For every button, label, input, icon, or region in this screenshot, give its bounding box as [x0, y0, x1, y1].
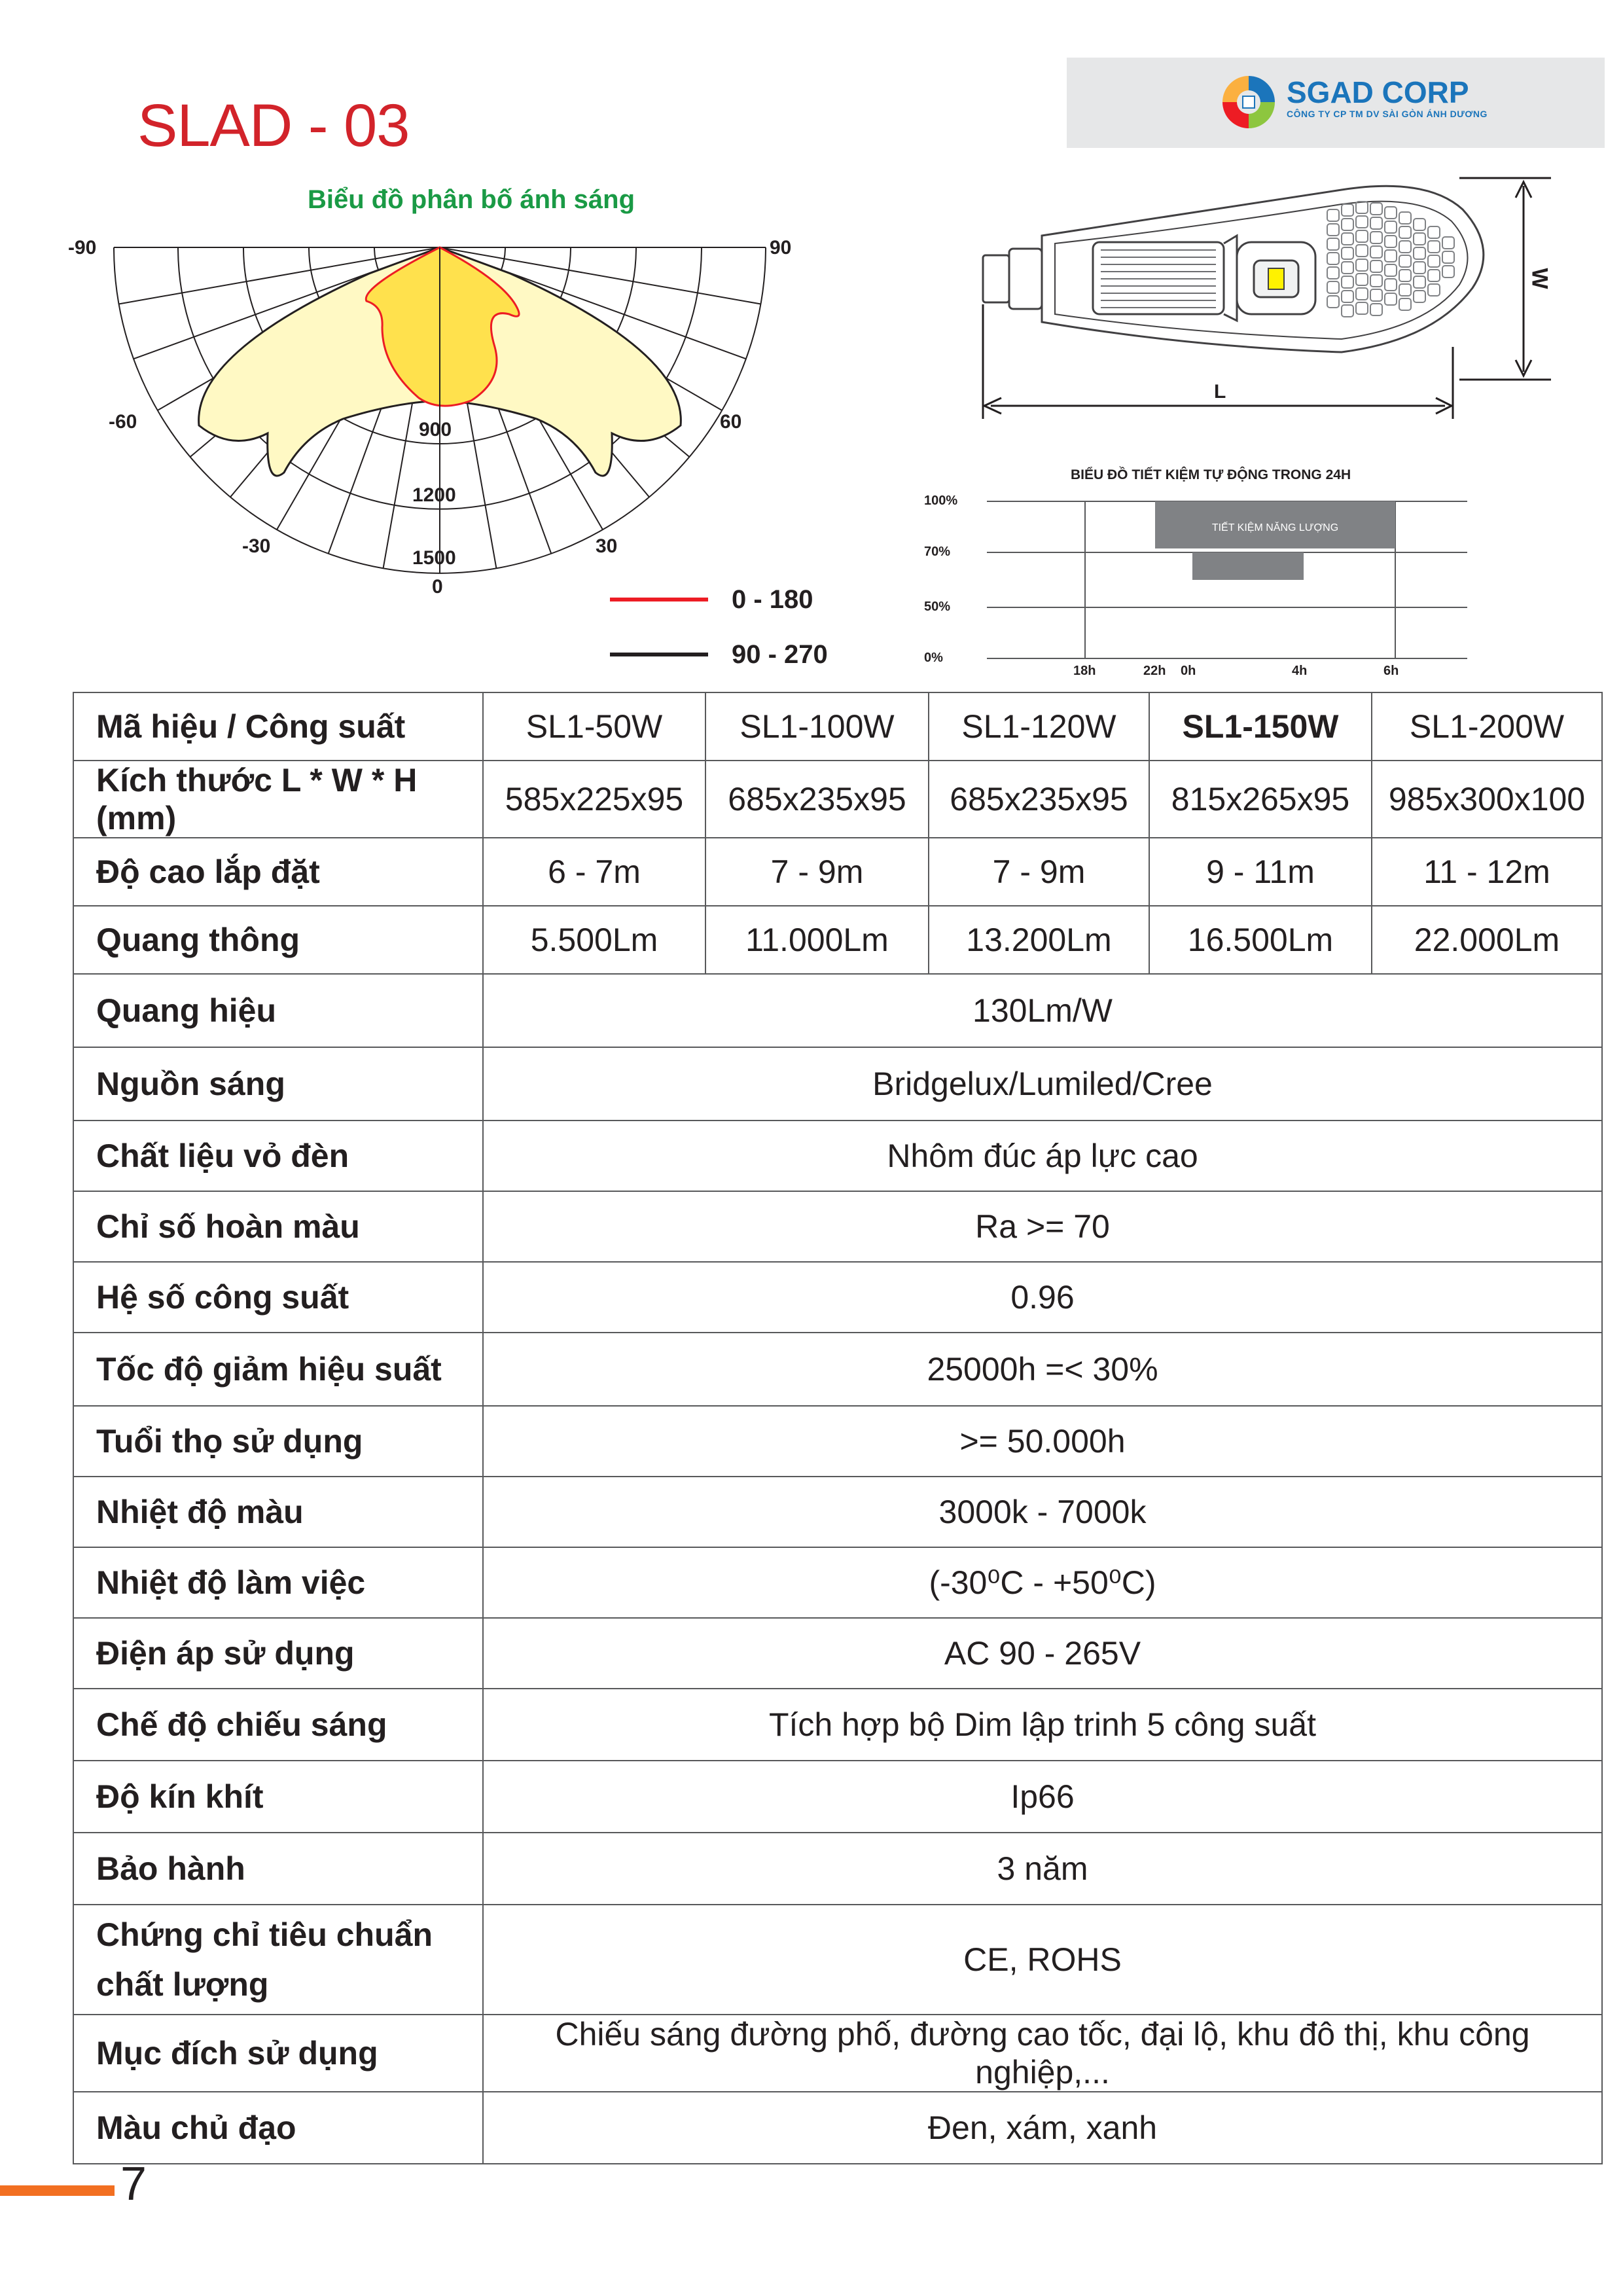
table-row: [73, 1833, 1602, 1905]
spec-label: Nhiệt độ làm việc: [73, 1547, 483, 1618]
spec-label: Hệ số công suất: [73, 1262, 483, 1333]
saving-segment: [1192, 552, 1304, 580]
spec-value: 7 - 9m: [929, 838, 1149, 906]
model-name: SL1-50W: [483, 692, 705, 761]
table-row: [73, 1905, 1602, 2015]
spec-value: Nhôm đúc áp lực cao: [483, 1121, 1602, 1191]
spec-value: 5.500Lm: [483, 906, 705, 974]
polar-angle-label: 60: [720, 411, 742, 433]
spec-label: Chất liệu vỏ đèn: [73, 1121, 483, 1191]
saving-x-tick: 0h: [1181, 664, 1196, 678]
saving-y-tick: 0%: [924, 651, 943, 665]
polar-ring-label: 900: [419, 419, 452, 440]
spec-value: CE, ROHS: [483, 1905, 1602, 2015]
spec-value: 815x265x95: [1149, 761, 1372, 838]
spec-value: Ra >= 70: [483, 1191, 1602, 1262]
spec-value: 11 - 12m: [1372, 838, 1602, 906]
spec-label: Mục đích sử dụng: [73, 2015, 483, 2092]
table-row: [73, 1477, 1602, 1547]
page-number: 7: [120, 2158, 147, 2210]
saving-x-tick: 4h: [1292, 664, 1308, 678]
spec-label: Độ cao lắp đặt: [73, 838, 483, 906]
spec-label: Chỉ số hoàn màu: [73, 1191, 483, 1262]
spec-label: Quang thông: [73, 906, 483, 974]
table-row: [73, 974, 1602, 1047]
spec-label: Nguồn sáng: [73, 1047, 483, 1121]
saving-x-tick: 18h: [1073, 664, 1096, 678]
model-name: SL1-150W: [1149, 692, 1372, 761]
spec-value: 0.96: [483, 1262, 1602, 1333]
spec-value: 16.500Lm: [1149, 906, 1372, 974]
spec-label: Chế độ chiếu sáng: [73, 1689, 483, 1761]
spec-value: 22.000Lm: [1372, 906, 1602, 974]
table-row: [73, 1047, 1602, 1121]
spec-value: 685x235x95: [705, 761, 929, 838]
logo-subtitle: CÔNG TY CP TM DV SÀI GÒN ÁNH DƯƠNG: [1287, 109, 1488, 119]
table-row: [73, 838, 1602, 906]
spec-label: Tuổi thọ sử dụng: [73, 1406, 483, 1477]
spec-value: Đen, xám, xanh: [483, 2092, 1602, 2164]
spec-label: Màu chủ đạo: [73, 2092, 483, 2164]
spec-value: 685x235x95: [929, 761, 1149, 838]
spec-value: (-30⁰C - +50⁰C): [483, 1547, 1602, 1618]
spec-value: 6 - 7m: [483, 838, 705, 906]
polar-angle-label: -60: [109, 411, 137, 433]
logo-name: SGAD CORP: [1287, 75, 1469, 109]
polar-angle-label: 30: [596, 535, 618, 557]
table-row: [73, 1333, 1602, 1406]
product-title: SLAD - 03: [137, 92, 410, 159]
spec-label: Quang hiệu: [73, 974, 483, 1047]
polar-chart-title: Biểu đồ phân bố ánh sáng: [308, 185, 635, 214]
spec-value: 13.200Lm: [929, 906, 1149, 974]
sgad-logo-icon: [1219, 72, 1279, 132]
spec-value: 130Lm/W: [483, 974, 1602, 1047]
spec-table: [73, 692, 1603, 2164]
saving-x-tick: 6h: [1383, 664, 1399, 678]
polar-angle-label: 90: [770, 237, 792, 259]
spec-label: Tốc độ giảm hiệu suất: [73, 1333, 483, 1406]
lamp-dimension-drawing: [975, 170, 1564, 445]
saving-x-tick: 22h: [1143, 664, 1166, 678]
length-label: L: [1214, 381, 1226, 403]
table-row: [73, 2092, 1602, 2164]
polar-chart: [0, 0, 851, 681]
table-row: [73, 1689, 1602, 1761]
spec-label: Điện áp sử dụng: [73, 1618, 483, 1689]
model-name: SL1-100W: [705, 692, 929, 761]
model-name: SL1-200W: [1372, 692, 1602, 761]
polar-angle-label: 0: [432, 576, 443, 598]
spec-value: Bridgelux/Lumiled/Cree: [483, 1047, 1602, 1121]
table-row: [73, 1547, 1602, 1618]
saving-y-tick: 50%: [924, 600, 951, 614]
table-row: [73, 692, 1602, 761]
width-label: W: [1527, 268, 1552, 289]
saving-segment-label: TIẾT KIỆM NĂNG LƯỢNG: [1211, 522, 1339, 533]
spec-label: Độ kín khít: [73, 1761, 483, 1833]
spec-label: Mã hiệu / Công suất: [73, 692, 483, 761]
table-row: [73, 1618, 1602, 1689]
saving-y-tick: 100%: [924, 493, 958, 508]
spec-value: AC 90 - 265V: [483, 1618, 1602, 1689]
polar-angle-label: -90: [68, 237, 97, 259]
spec-value: 9 - 11m: [1149, 838, 1372, 906]
spec-label: Kích thước L * W * H (mm): [73, 761, 483, 838]
saving-chart: [916, 478, 1479, 674]
polar-ring-label: 1200: [412, 484, 456, 506]
legend-label-90-270: 90 - 270: [732, 640, 828, 669]
table-row: [73, 906, 1602, 974]
spec-value: 585x225x95: [483, 761, 705, 838]
spec-value: 7 - 9m: [705, 838, 929, 906]
legend-label-0-180: 0 - 180: [732, 585, 813, 614]
saving-y-tick: 70%: [924, 545, 951, 559]
spec-label: Bảo hành: [73, 1833, 483, 1905]
saving-chart-title: BIỂU ĐỒ TIẾT KIỆM TỰ ĐỘNG TRONG 24H: [1071, 467, 1351, 482]
spec-value: Tích hợp bộ Dim lập trinh 5 công suất: [483, 1689, 1602, 1761]
table-row: [73, 1761, 1602, 1833]
spec-value: Ip66: [483, 1761, 1602, 1833]
table-row: [73, 1262, 1602, 1333]
polar-angle-label: -30: [242, 535, 271, 557]
polar-ring-label: 1500: [412, 547, 456, 569]
spec-value: 3 năm: [483, 1833, 1602, 1905]
spec-value: 3000k - 7000k: [483, 1477, 1602, 1547]
spec-value: 985x300x100: [1372, 761, 1602, 838]
spec-value: 11.000Lm: [705, 906, 929, 974]
table-row: [73, 1406, 1602, 1477]
table-row: [73, 1191, 1602, 1262]
table-row: [73, 761, 1602, 838]
model-name: SL1-120W: [929, 692, 1149, 761]
table-row: [73, 1121, 1602, 1191]
spec-label: Chứng chỉ tiêu chuẩn chất lượng: [73, 1905, 483, 2015]
spec-value: >= 50.000h: [483, 1406, 1602, 1477]
spec-value: Chiếu sáng đường phố, đường cao tốc, đại lộ, khu đô thị, khu công nghiệp,...: [483, 2015, 1602, 2092]
spec-value: 25000h =< 30%: [483, 1333, 1602, 1406]
table-row: [73, 2015, 1602, 2092]
page-accent-bar: [0, 2185, 115, 2196]
spec-label: Nhiệt độ màu: [73, 1477, 483, 1547]
